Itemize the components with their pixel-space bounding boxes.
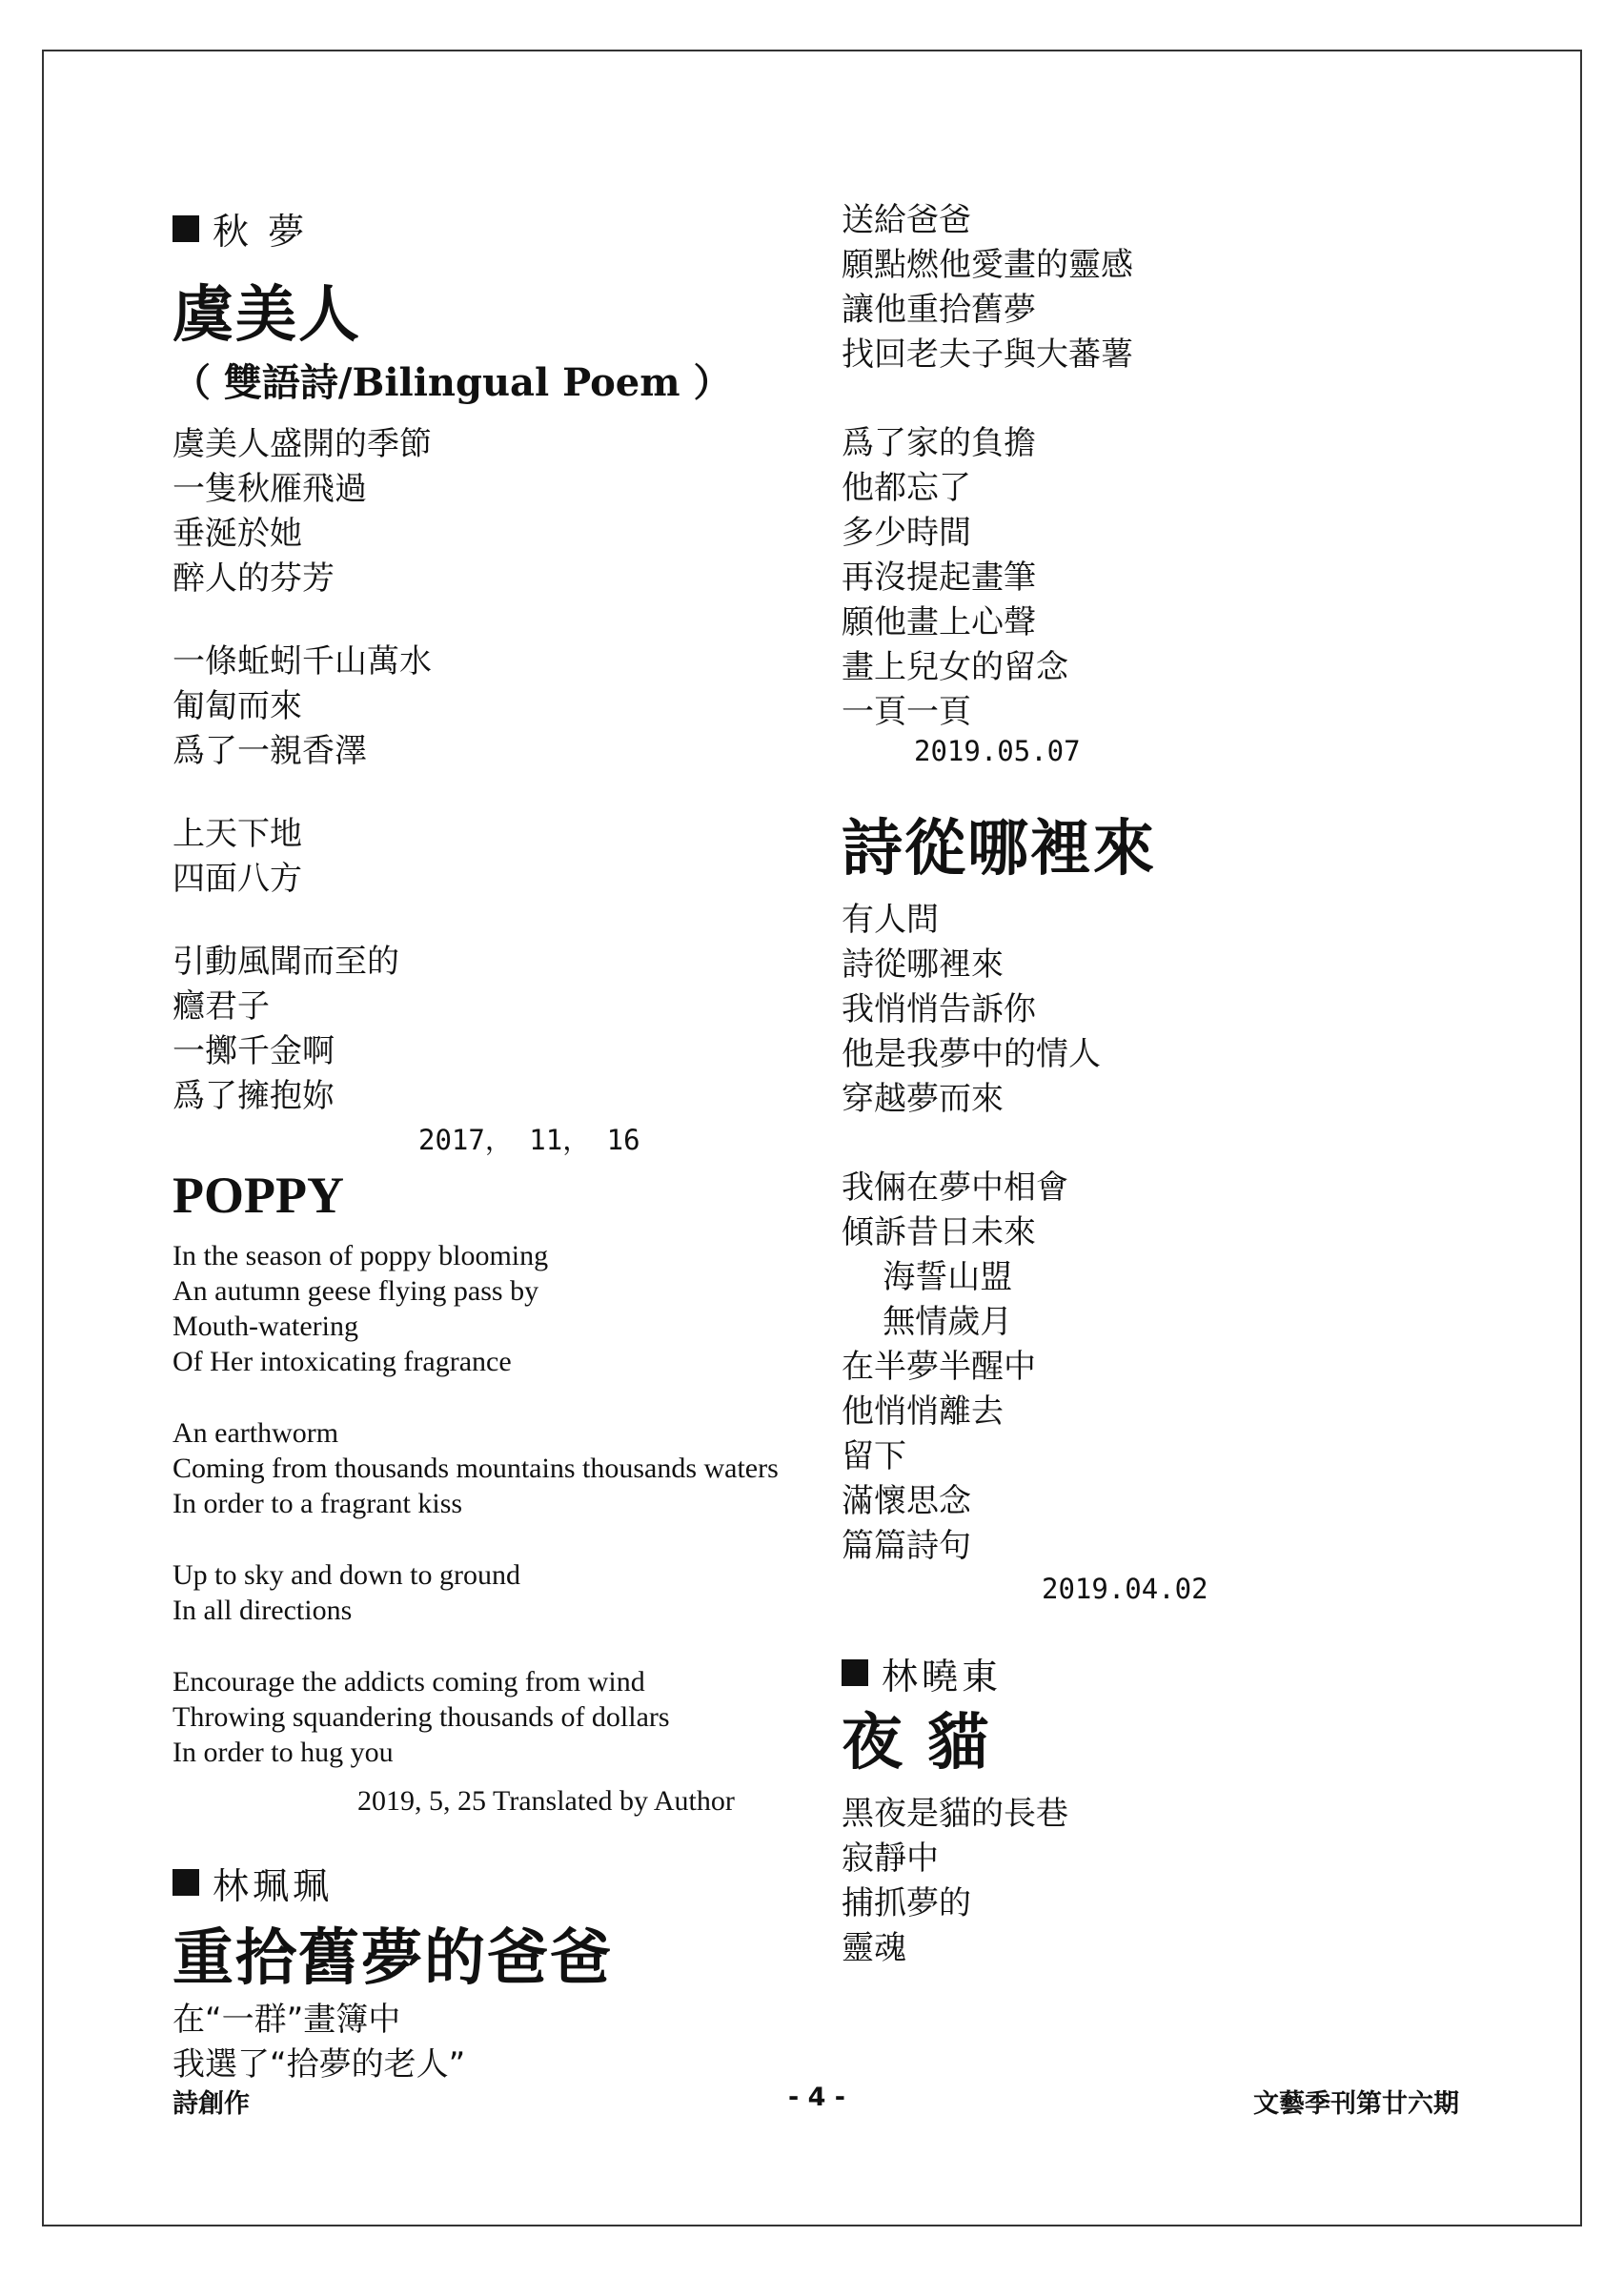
poem-line: Throwing squandering thousands of dollars: [173, 1700, 670, 1733]
poem-line: 捕抓夢的: [842, 1883, 971, 1922]
poem-line: In all directions: [173, 1594, 353, 1626]
square-bullet-icon: [173, 215, 199, 242]
poem-body-english: [173, 1238, 821, 1770]
footer-section-label: 詩創作: [173, 2089, 250, 2119]
poem-line: Encourage the addicts coming from wind: [173, 1665, 645, 1698]
poem-title: 重拾舊夢的爸爸: [173, 1921, 613, 1994]
poem-line: 他是我夢中的情人: [842, 1034, 1101, 1073]
poem-line: 匍匐而來: [173, 686, 302, 725]
poem-line: 海誓山盟: [842, 1257, 1013, 1296]
poem-line: 爲了一親香澤: [173, 731, 367, 770]
poem-line: 一條蚯蚓千山萬水: [173, 641, 432, 681]
left-column: [173, 202, 821, 2087]
author-header: [842, 1647, 1461, 1699]
poem-line: In order to a fragrant kiss: [173, 1487, 463, 1519]
poem-line: 虞美人盛開的季節: [173, 424, 432, 463]
poem-date: 2017， 11， 16: [418, 1123, 640, 1156]
poem-subtitle: （ 雙語詩/Bilingual Poem ）: [173, 359, 732, 405]
poem-line: 願點燃他愛畫的靈感: [842, 246, 1133, 284]
poem-line: 黑夜是貓的長巷: [842, 1794, 1068, 1833]
poem-line: 願他畫上心聲: [842, 603, 1036, 641]
right-column: [842, 198, 1461, 1971]
poem-title: 夜 貓: [842, 1706, 991, 1779]
poem-line: 一擲千金啊: [173, 1031, 335, 1070]
poem-line: 傾訴昔日未來: [842, 1212, 1036, 1251]
poem-line: 一頁一頁: [842, 693, 971, 731]
poem-line: 我悄悄告訴你: [842, 989, 1036, 1028]
poem-line: 多少時間: [842, 514, 971, 552]
page-footer: [173, 2083, 1459, 2121]
poem-line: 癮君子: [173, 986, 270, 1026]
poem-line: 找回老夫子與大蕃薯: [842, 335, 1133, 374]
poem-line: 上天下地: [173, 814, 302, 853]
poem-date: 2019.05.07: [914, 735, 1081, 767]
author-name: 秋 夢: [213, 211, 309, 253]
page-number: - 4 -: [788, 2083, 845, 2112]
author-name: 林珮珮: [213, 1864, 334, 1907]
poem-line: 我選了“拾夢的老人”: [173, 2044, 466, 2084]
poem-line: Mouth-watering: [173, 1310, 358, 1342]
author-header: [173, 202, 821, 254]
square-bullet-icon: [173, 1869, 199, 1896]
poem-date: 2019.04.02: [1042, 1572, 1208, 1605]
publication-name: 文藝季刊第廿六期: [1253, 2089, 1459, 2119]
poem-line: Of Her intoxicating fragrance: [173, 1345, 512, 1377]
poem-line: 爲了擁抱妳: [173, 1076, 335, 1115]
poem-line: 送給爸爸: [842, 201, 971, 239]
author-header: [173, 1857, 821, 1909]
poem-line: 穿越夢而來: [842, 1079, 1004, 1118]
poem-body: [842, 898, 1461, 1569]
poem-line: In order to hug you: [173, 1736, 394, 1768]
poem-line: 無情歲月: [842, 1302, 1013, 1341]
poem-body: [173, 1998, 821, 2087]
poem-line: 我倆在夢中相會: [842, 1168, 1068, 1207]
poem-title: 詩從哪裡來: [842, 813, 1156, 884]
square-bullet-icon: [842, 1659, 868, 1686]
poem-line: An earthworm: [173, 1416, 339, 1449]
poem-body-continued: [842, 198, 1461, 735]
english-poem-title: POPPY: [173, 1166, 344, 1224]
poem-line: 詩從哪裡來: [842, 945, 1004, 984]
poem-body-chinese: [173, 422, 821, 1119]
poem-line: Coming from thousands mountains thousands waters: [173, 1452, 779, 1484]
poem-line: An autumn geese flying pass by: [173, 1274, 539, 1307]
poem-line: 垂涎於她: [173, 514, 302, 553]
poem-body: [842, 1792, 1461, 1971]
poem-line: 滿懷思念: [842, 1481, 971, 1520]
poem-line: 一隻秋雁飛過: [173, 469, 367, 508]
poem-line: 引動風聞而至的: [173, 942, 399, 981]
poem-line: 畫上兒女的留念: [842, 648, 1068, 686]
poem-line: 靈魂: [842, 1928, 906, 1967]
poem-line: 留下: [842, 1436, 906, 1475]
poem-line: 在半夢半醒中: [842, 1347, 1036, 1386]
poem-line: 醉人的芬芳: [173, 559, 335, 598]
poem-line: 寂靜中: [842, 1839, 939, 1878]
poem-line: Up to sky and down to ground: [173, 1558, 520, 1591]
poem-line: 篇篇詩句: [842, 1526, 971, 1565]
poem-title: 虞美人: [173, 279, 361, 351]
poem-line: 讓他重拾舊夢: [842, 291, 1036, 329]
poem-line: 四面八方: [173, 859, 302, 898]
translation-credit: 2019, 5, 25 Translated by Author: [357, 1784, 735, 1817]
poem-line: 有人問: [842, 900, 939, 939]
poem-line: 他都忘了: [842, 469, 971, 507]
poem-line: 在“一群”畫簿中: [173, 2000, 401, 2039]
poem-line: In the season of poppy blooming: [173, 1239, 549, 1271]
author-name: 林曉東: [882, 1655, 1003, 1698]
poem-line: 爲了家的負擔: [842, 424, 1036, 462]
poem-line: 他悄悄離去: [842, 1392, 1004, 1431]
poem-line: 再沒提起畫筆: [842, 559, 1036, 597]
